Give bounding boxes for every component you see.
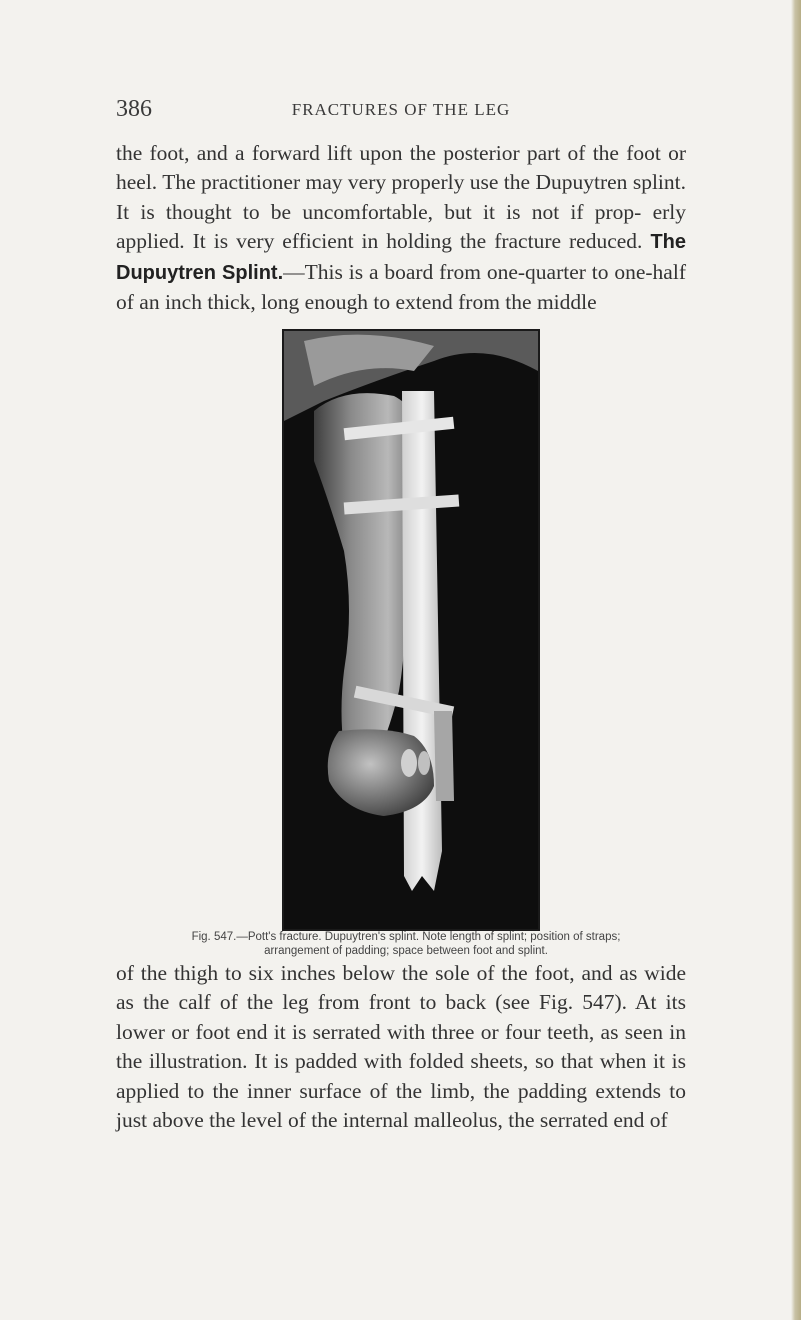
figure-caption-text: —Pott's fracture. Dupuytren's splint. Note length of splint; position of straps; arrangement of padding; space between foot and splint. [236, 931, 621, 957]
figure-caption [160, 930, 652, 958]
figure-photograph [282, 329, 540, 931]
paragraph-1-text-before: the foot, and a forward lift upon the posterior part of the foot or heel. The practitioner may very properly use the Dupuytren splint. It is thought to be uncomfortable, but it is not if prop- erly applied. It is very efficient in holding the fracture reduced. [116, 141, 686, 254]
page-edge [791, 0, 801, 1320]
paragraph-1 [116, 139, 686, 317]
figure-label: Fig. 547. [191, 931, 237, 943]
page-header [116, 96, 686, 126]
section-heading-dupuytren-splint: The Dupuytren Splint. [116, 231, 686, 284]
running-title: FRACTURES OF THE LEG [291, 100, 511, 119]
page-number: 386 [116, 96, 152, 122]
paragraph-1-text-after: —This is a board from one-quarter to one-half of an inch thick, long enough to extend from the middle [116, 259, 686, 315]
paragraph-2: of the thigh to six inches below the sole of the foot, and as wide as the calf of the leg from front to back (see Fig. 547). At its lower or foot end it is serrated with three or four teeth, as seen in the illustration. It is padded with folded sheets, so that when it is applied to the inner surface of the limb, the padding extends to just above the level of the internal malleolus, the serrated end of [116, 961, 686, 1133]
leg-splint-illustration [284, 331, 538, 929]
